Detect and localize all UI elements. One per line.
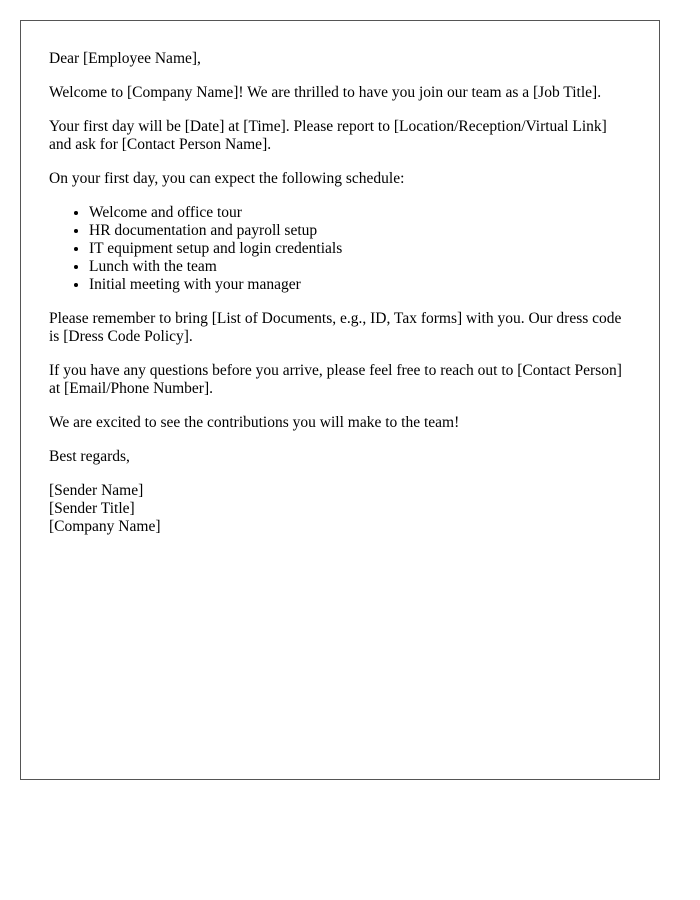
letter-document [20, 20, 660, 780]
sender-title: [Sender Title] [49, 500, 135, 517]
sender-name: [Sender Name] [49, 482, 144, 499]
schedule-intro: On your first day, you can expect the following schedule: [49, 170, 405, 187]
schedule-item: • Welcome and office tour [89, 204, 631, 222]
schedule-item: • IT equipment setup and login credentials [89, 240, 631, 258]
closing: Best regards, [49, 448, 130, 465]
excited-paragraph: We are excited to see the contributions you will make to the team! [49, 414, 460, 431]
schedule-item: • HR documentation and payroll setup [89, 222, 631, 240]
welcome-paragraph: Welcome to [Company Name]! We are thrilled to have you join our team as a [Job Title]. [49, 84, 602, 101]
questions-paragraph: If you have any questions before you arrive, please feel free to reach out to [Contact Person] at [Email/Phone Number]. [49, 362, 622, 397]
first-day-paragraph: Your first day will be [Date] at [Time]. Please report to [Location/Reception/Virtual Link] and ask for [Contact Person Name]. [49, 118, 607, 153]
signature-block [49, 482, 631, 536]
bring-paragraph: Please remember to bring [List of Documents, e.g., ID, Tax forms] with you. Our dress code is [Dress Code Policy]. [49, 310, 622, 345]
schedule-item: • Initial meeting with your manager [89, 276, 631, 294]
schedule-list [49, 204, 631, 294]
greeting: Dear [Employee Name], [49, 50, 201, 67]
schedule-item: • Lunch with the team [89, 258, 631, 276]
sender-company: [Company Name] [49, 518, 161, 535]
